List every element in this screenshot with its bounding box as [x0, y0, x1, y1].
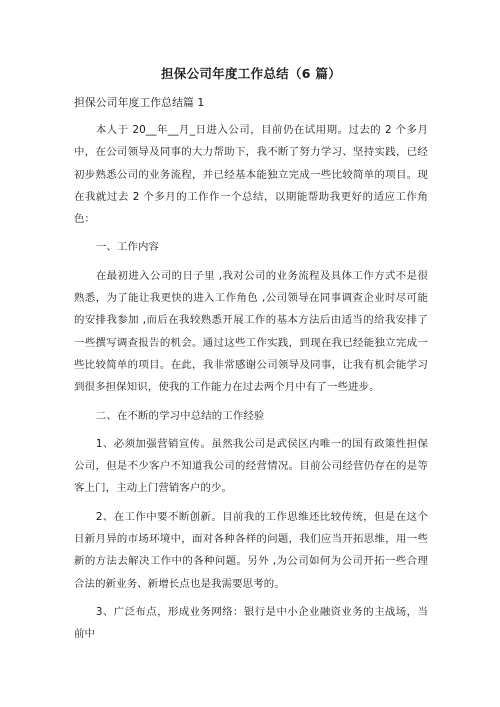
experience-item-1: 1、必须加强营销宣传。虽然我公司是武侯区内唯一的国有政策性担保公司，但是不少客户不知道我公司的经营情况。目前公司经营仍存在的是等客上门，主动上门营销客户的少。: [74, 437, 428, 495]
experience-item-3: 3、广泛布点，形成业务网络：银行是中小企业融资业务的主战场，当前中: [74, 605, 428, 641]
section-heading-experience: 二、在不断的学习中总结的工作经验: [95, 409, 265, 422]
experience-item-2: 2、在工作中要不断创新。目前我的工作思维还比较传统，但是在这个日新月异的市场环境中，面对各种各样的问题，我们应当开拓思维，用一些新的方法去解决工作中的各种问题。另外 ,为公司如何为公司开拓一些合理合法的新业务、新增长点也是我需要思考的。: [74, 510, 428, 590]
section-heading-work-content: 一、工作内容: [95, 241, 160, 254]
document-subtitle: 担保公司年度工作总结篇 1: [74, 96, 205, 109]
intro-paragraph: 本人于 20__年__月_日进入公司，目前仍在试用期。过去的 2 个多月中，在公司领导及同事的大力帮助下，我不断了努力学习、坚持实践，已经初步熟悉公司的业务流程，并已经基本能独立完成一些比较简单的项目。现在我就过去 2 个多月的工作作一个总结，以期能帮助我更好的适应工作角色：: [74, 124, 428, 226]
work-content-paragraph: 在最初进入公司的日子里 ,我对公司的业务流程及具体工作方式不是很熟悉，为了能让我更快的进入工作角色 ,公司领导在同事调查企业时尽可能的安排我参加 ,而后在我较熟悉开展工作的基本方法后由适当的给我安排了一些撰写调查报告的机会。通过这些工作实践，到现在我已经能独立完成一些比较简单的项目。在此，我非常感谢公司领导及同事，让我有机会能学习到很多担保知识，使我的工作能力在过去两个月中有了一些进步。: [74, 269, 428, 394]
document-title: 担保公司年度工作总结（6 篇）: [160, 66, 342, 81]
